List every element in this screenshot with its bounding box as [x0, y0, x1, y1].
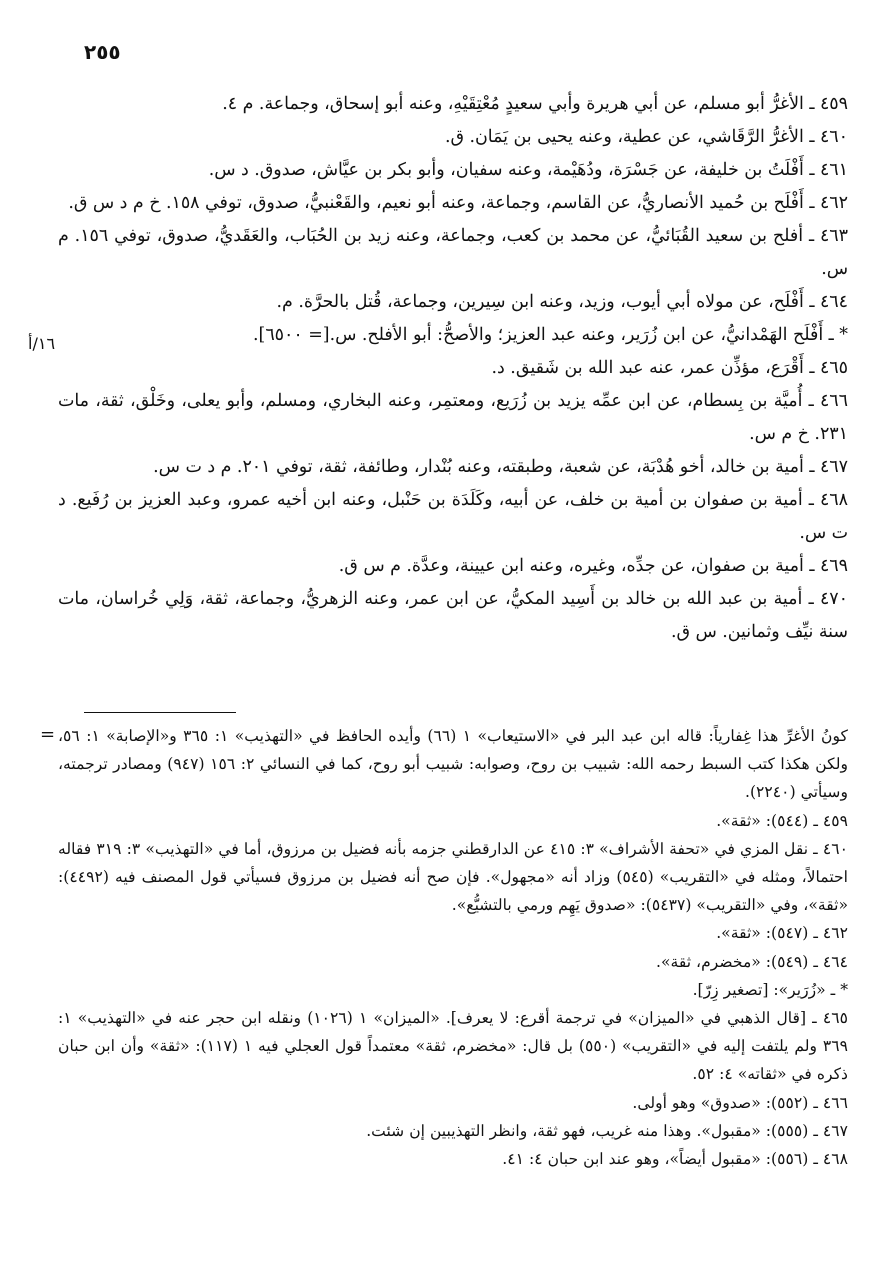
- entry-460: ٤٦٠ ـ الأغرُّ الرَّقَاشي، عن عطية، وعنه يحيى بن يَمَان. ق.: [444, 127, 848, 147]
- page-number: ٢٥٥: [84, 40, 121, 64]
- footnote-462: ٤٦٢ ـ (٥٤٧): «ثقة».: [716, 924, 848, 943]
- footnote-459: ٤٥٩ ـ (٥٤٤): «ثقة».: [716, 811, 848, 830]
- entry-461: ٤٦١ ـ أَفْلَتُ بن خليفة، عن جَسْرَة، ودُهَيْمة، وعنه سفيان، وأبو بكر بن عيَّاش، صدوق. د س.: [208, 160, 848, 180]
- entry-464: ٤٦٤ ـ أَفْلَح، عن مولاه أبي أيوب، وزيد، وعنه ابن سِيرين، وجماعة، قُتل بالحرَّة. م.: [276, 292, 848, 312]
- footnote-divider: [84, 712, 236, 713]
- entry-467: ٤٦٧ ـ أمية بن خالد، أخو هُدْبَة، عن شعبة، وطبقته، وعنه بُنْدار، وطائفة، ثقة، توفي ٢٠١. م د ت س.: [153, 457, 848, 477]
- entry-459: ٤٥٩ ـ الأغرُّ أبو مسلم، عن أبي هريرة وأبي سعيدٍ مُعْتِقَيْهِ، وعنه أبو إسحاق، وجماعة. م ٤.: [222, 94, 848, 114]
- entry-469: ٤٦٩ ـ أمية بن صفوان، عن جدِّه، وغيره، وعنه ابن عيينة، وعدَّة. م س ق.: [338, 556, 848, 576]
- continuation-mark: =: [40, 724, 56, 745]
- footnote-460: ٤٦٠ ـ نقل المزي في «تحفة الأشراف» ٣: ٤١٥ عن الدارقطني جزمه بأنه فضيل بن مرزوق، أما في «التهذيب» ٣: ٣١٩ فقاله احتمالاً، ومثله في «التقريب» (٥٤٥) وزاد أنه «مجهول». فإن صح أنه فضيل بن مرزوق فسيأتي قول المصنف فيه (٤٤٩٢): «ثقة»، وفي «التقريب» (٥٤٣٧): «صدوق يَهِم ورمي بالتشيُّع».: [58, 839, 849, 915]
- entry-470: ٤٧٠ ـ أمية بن عبد الله بن خالد بن أَسِيد المكيُّ، عن ابن عمر، وعنه الزهريُّ، وجماعة، ثقة، وَلِي خُراسان، مات سنة نيِّف وثمانين. س ق.: [58, 589, 848, 642]
- footnote-464: ٤٦٤ ـ (٥٤٩): «مخضرم، ثقة».: [656, 952, 848, 971]
- entry-462: ٤٦٢ ـ أَفْلَح بن حُميد الأنصاريُّ، عن القاسم، وجماعة، وعنه أبو نعيم، والقَعْنبيُّ، صدوق، توفي ١٥٨. خ م د س ق.: [68, 193, 848, 213]
- footnote-starred: * ـ «زُرَير»: [تصغير زِرّ].: [692, 980, 848, 999]
- footnote-468: ٤٦٨ ـ (٥٥٦): «مقبول أيضاً»، وهو عند ابن حبان ٤: ٤١.: [502, 1150, 848, 1169]
- entries-list: [58, 88, 848, 649]
- entry-465: ٤٦٥ ـ أَقْرَع، مؤذِّن عمر، عنه عبد الله بن شَقيق. د.: [491, 358, 848, 378]
- footnote-continued: كونُ الأغرِّ هذا غِفارياً: قاله ابن عبد البر في «الاستيعاب» ١ (٦٦) وأيده الحافظ في «التهذيب» ١: ٣٦٥ و«الإصابة» ١: ٥٦، ولكن هكذا كتب السبط رحمه الله: شبيب بن روح، وصوابه: شبيب أبو روح، كما في النسائي ٢: ١٥٦ (٩٤٧) ومصادر ترجمته، وسيأتي (٢٢٤٠).: [58, 727, 849, 802]
- footnotes: [58, 722, 848, 1173]
- entry-463: ٤٦٣ ـ أفلح بن سعيد القُبَائيُّ، عن محمد بن كعب، وجماعة، وعنه زيد بن الحُبَاب، والعَقَديُّ، صدوق، توفي ١٥٦. م س.: [58, 226, 848, 279]
- footnote-466: ٤٦٦ ـ (٥٥٢): «صدوق» وهو أولى.: [632, 1093, 848, 1112]
- entry-468: ٤٦٨ ـ أمية بن صفوان بن أمية بن خلف، عن أبيه، وكَلَدَة بن حَنْبل، وعنه ابن أخيه عمرو، وعبد العزيز بن رُفَيع. د ت س.: [58, 490, 848, 543]
- footnote-467: ٤٦٧ ـ (٥٥٥): «مقبول». وهذا منه غريب، فهو ثقة، وانظر التهذيبين إن شئت.: [366, 1121, 848, 1140]
- entry-466: ٤٦٦ ـ أُميَّة بن بِسطام، عن ابن عمِّه يزيد بن زُرَيع، ومعتمِر، وعنه البخاري، ومسلم، وأبو يعلى، وخَلْق، ثقة، مات ٢٣١. خ م س.: [58, 391, 848, 444]
- entry-starred-aflah: * ـ أَفْلَح الهَمْدانيُّ، عن ابن زُرَير، وعنه عبد العزيز؛ والأصحُّ: أبو الأفلح. س.[= ٦٥٠٠].: [252, 325, 848, 345]
- marginal-folio-note: ١٦/أ: [28, 334, 56, 353]
- footnote-465: ٤٦٥ ـ [قال الذهبي في «الميزان» في ترجمة أقرع: لا يعرف]. «الميزان» ١ (١٠٢٦) ونقله ابن حجر عنه في «التهذيب» ١: ٣٦٩ ولم يلتفت إليه في «التقريب» (٥٥٠) بل قال: «مخضرم، ثقة» معتمداً قول العجلي فيه ١ (١١٧): «ثقة» وأن ابن حبان ذكره في «ثقاته» ٤: ٥٢.: [58, 1009, 848, 1084]
